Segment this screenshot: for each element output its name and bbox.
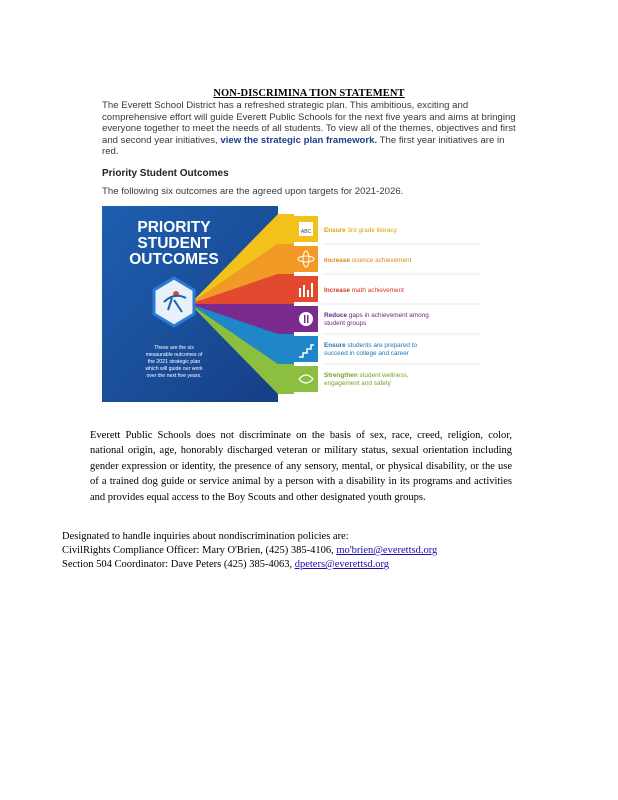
section-504-email-link[interactable]: dpeters@everettsd.org	[294, 559, 390, 570]
priority-heading: Priority Student Outcomes	[102, 168, 229, 179]
outcome-4-label: Reduce gaps in achievement among	[324, 312, 429, 319]
stairs-icon	[294, 336, 318, 362]
svg-text:ABC: ABC	[300, 229, 312, 235]
outcome-5-label: Ensure students are prepared to	[324, 342, 418, 349]
outcome-4-line-2: student groups	[324, 320, 367, 327]
civil-rights-officer-text: CivilRights Compliance Officer: Mary O'Brien, (425) 385-4106,	[62, 545, 337, 556]
graphic-title-line-3: OUTCOMES	[129, 251, 219, 268]
graphic-caption-4: which will guide our work	[145, 366, 203, 372]
priority-outcomes-graphic	[102, 206, 480, 402]
graphic-caption-2: measurable outcomes of	[145, 352, 203, 358]
graphic-title-line-2: STUDENT	[137, 235, 211, 252]
strategic-plan-link[interactable]: view the strategic plan framework.	[220, 134, 378, 146]
graphic-title-line-1: PRIORITY	[137, 219, 211, 236]
graphic-caption-3: the 2021 strategic plan	[147, 359, 201, 365]
intro-paragraph	[102, 100, 522, 158]
contact-line-2	[62, 558, 562, 572]
outcome-6-label: Strengthen student wellness,	[324, 372, 409, 379]
page-title: NON-DISCRIMINA TION STATEMENT	[213, 88, 405, 99]
hex-logo	[154, 278, 194, 326]
intro-after-text: The first year initiatives are in red.	[102, 134, 505, 158]
contact-line-1	[62, 544, 562, 558]
outcome-6-line-2: engagement and safety	[324, 380, 391, 387]
bar-chart-icon	[294, 276, 318, 302]
graphic-caption-5: over the next five years.	[146, 373, 202, 379]
graphic-caption-1: These are the six	[154, 345, 194, 351]
civil-rights-email-link[interactable]: mo'brien@everettsd.org	[336, 545, 438, 556]
priority-subtext: The following six outcomes are the agreed upon targets for 2021-2026.	[102, 186, 404, 197]
outcome-3-label: Increase math achievement	[324, 287, 404, 294]
handshake-icon	[294, 366, 318, 392]
non-discrimination-policy: Everett Public Schools does not discriminate on the basis of sex, race, creed, religion, color, national origin, age, honorably discharged veteran or military status, sexual orientation including gender expression or identity, the presence of any sensory, mental, or physical disability, or the use of a trained dog guide or service animal by a person with a disability in its programs and activities and provides equal access to the Boy Scouts and other designated youth groups.	[90, 430, 512, 503]
intro-text: The Everett School District has a refreshed strategic plan. This ambitious, exciting and comprehensive effort will guide Everett Public Schools for the next five years and aims at bringing everyone together to meet the needs of all students. To view all of the themes, objectives and first and second year initiatives,	[102, 100, 516, 146]
outcome-2-label: Increase science achievement	[324, 257, 412, 264]
contact-block	[62, 530, 562, 572]
outcome-1-label: Ensure 3rd grade literacy	[324, 227, 397, 234]
contact-intro: Designated to handle inquiries about nondiscrimination policies are:	[62, 531, 349, 542]
outcome-5-line-2: succeed in college and career	[324, 350, 409, 357]
section-504-text: Section 504 Coordinator: Dave Peters (425) 385-4063,	[62, 559, 295, 570]
